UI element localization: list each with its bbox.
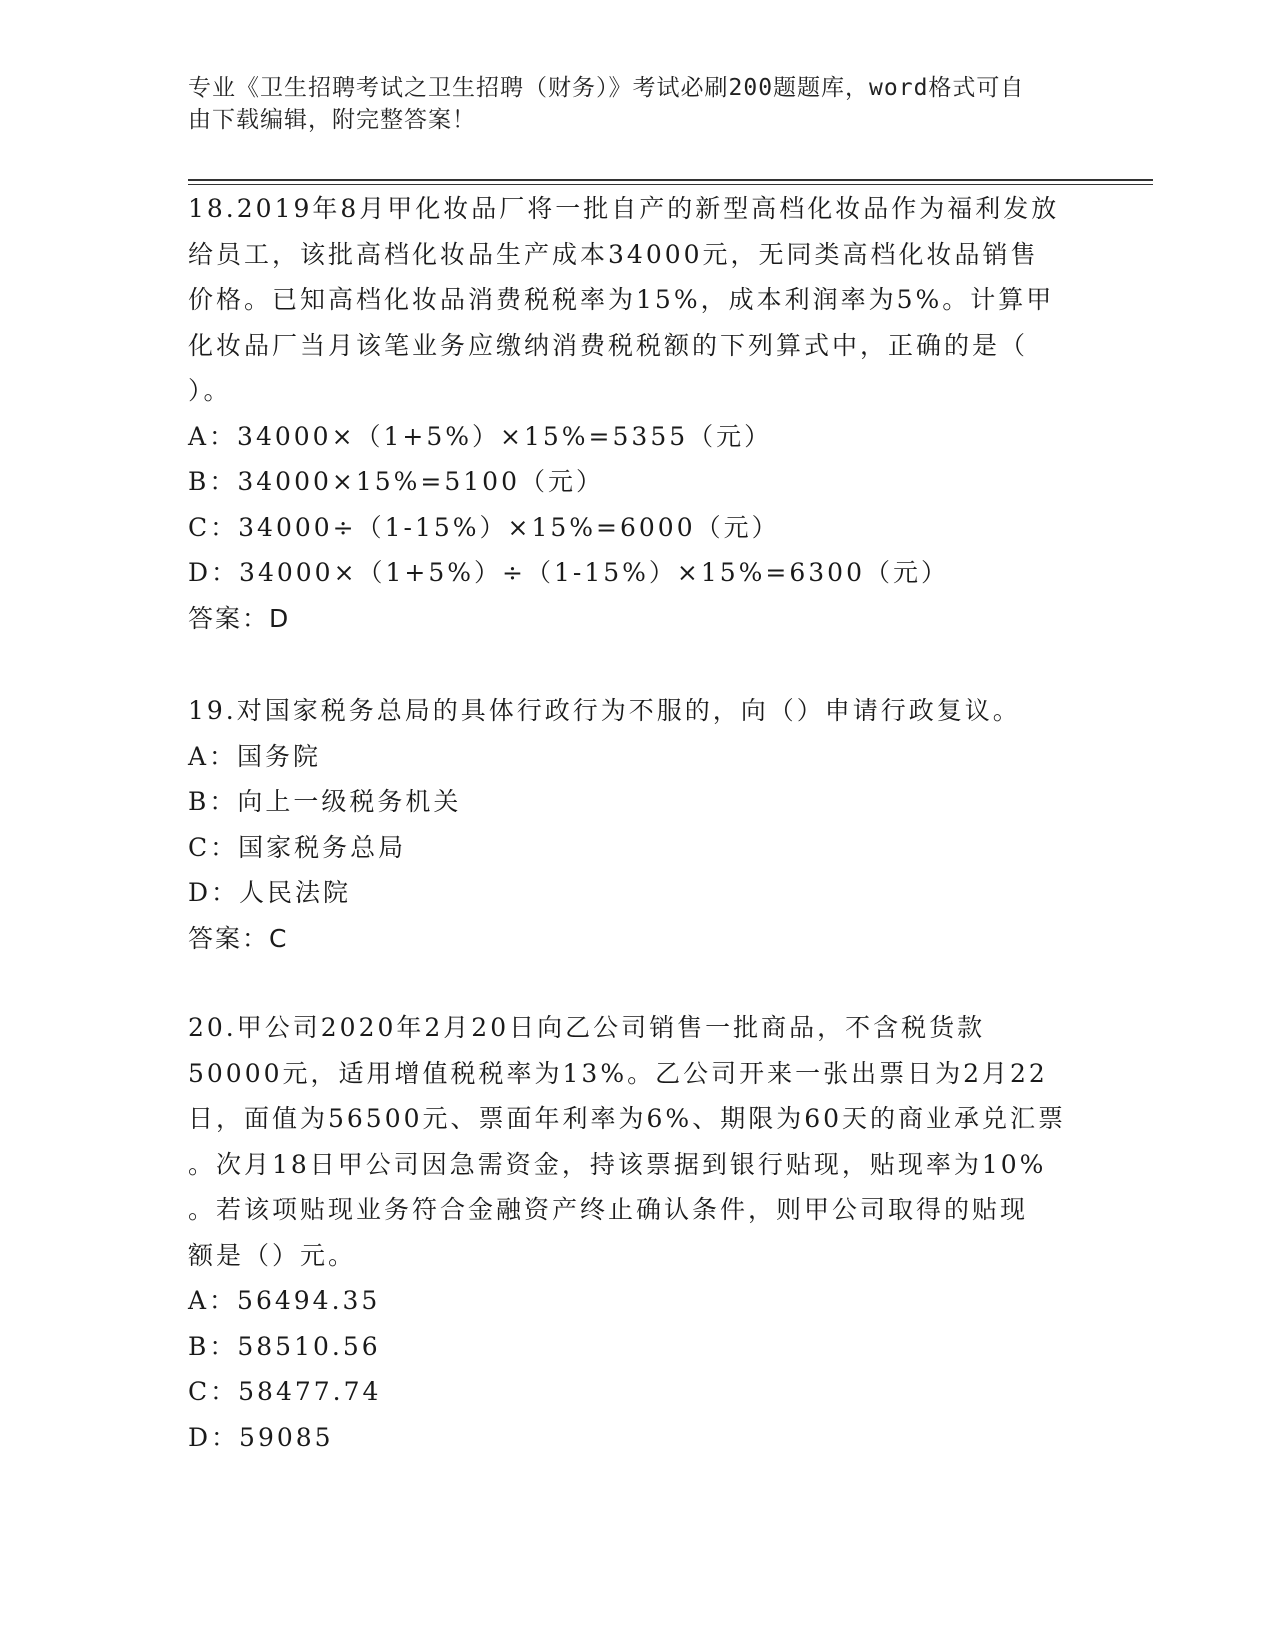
header-line-2: 由下载编辑，附完整答案！: [188, 107, 476, 133]
question-stem-line: 19.对国家税务总局的具体行政行为不服的，向（）申请行政复议。: [188, 696, 1021, 725]
header-divider-thick: [188, 179, 1153, 181]
question-stem-line: ）。: [188, 376, 232, 405]
answer-label: 答案：C: [188, 923, 289, 953]
question-19: [188, 688, 1088, 961]
question-stem-line: 。次月18日甲公司因急需资金，持该票据到银行贴现，贴现率为10%: [188, 1149, 1047, 1179]
question-stem-line: 额是（）元。: [188, 1240, 357, 1270]
document-header: [188, 72, 1078, 136]
header-line-1: 专业《卫生招聘考试之卫生招聘（财务）》考试必刷200题题库，word格式可自: [188, 75, 1025, 101]
option-c: C：34000÷（1-15%）×15%=6000（元）: [188, 512, 780, 542]
answer-label: 答案：D: [188, 603, 291, 633]
option-c: C：国家税务总局: [188, 832, 407, 862]
option-d: D：59085: [188, 1422, 334, 1452]
question-20: [188, 1005, 1088, 1460]
option-c: C：58477.74: [188, 1377, 382, 1406]
question-stem-line: 。若该项贴现业务符合金融资产终止确认条件，则甲公司取得的贴现: [188, 1195, 1029, 1224]
question-stem-line: 化妆品厂当月该笔业务应缴纳消费税税额的下列算式中，正确的是（: [188, 330, 1029, 360]
header-divider-thin: [188, 184, 1153, 185]
option-d: D：34000×（1+5%）÷（1-15%）×15%=6300（元）: [188, 558, 949, 587]
option-a: A：34000×（1+5%）×15%=5355（元）: [188, 421, 773, 451]
option-a: A：56494.35: [188, 1286, 381, 1315]
option-b: B：58510.56: [188, 1331, 381, 1361]
option-b: B：向上一级税务机关: [188, 787, 462, 816]
option-b: B：34000×15%=5100（元）: [188, 467, 604, 496]
question-18: [188, 186, 1088, 641]
question-stem-line: 20.甲公司2020年2月20日向乙公司销售一批商品，不含税货款: [188, 1013, 986, 1042]
question-stem-line: 价格。已知高档化妆品消费税税率为15%，成本利润率为5%。计算甲: [188, 285, 1055, 314]
question-stem-line: 给员工，该批高档化妆品生产成本34000元，无同类高档化妆品销售: [188, 239, 1039, 269]
option-a: A：国务院: [188, 741, 322, 771]
option-d: D：人民法院: [188, 878, 352, 907]
question-stem-line: 日，面值为56500元、票面年利率为6%、期限为60天的商业承兑汇票: [188, 1104, 1067, 1133]
question-stem-line: 18.2019年8月甲化妆品厂将一批自产的新型高档化妆品作为福利发放: [188, 194, 1060, 223]
question-stem-line: 50000元，适用增值税税率为13%。乙公司开来一张出票日为2月22: [188, 1058, 1048, 1088]
